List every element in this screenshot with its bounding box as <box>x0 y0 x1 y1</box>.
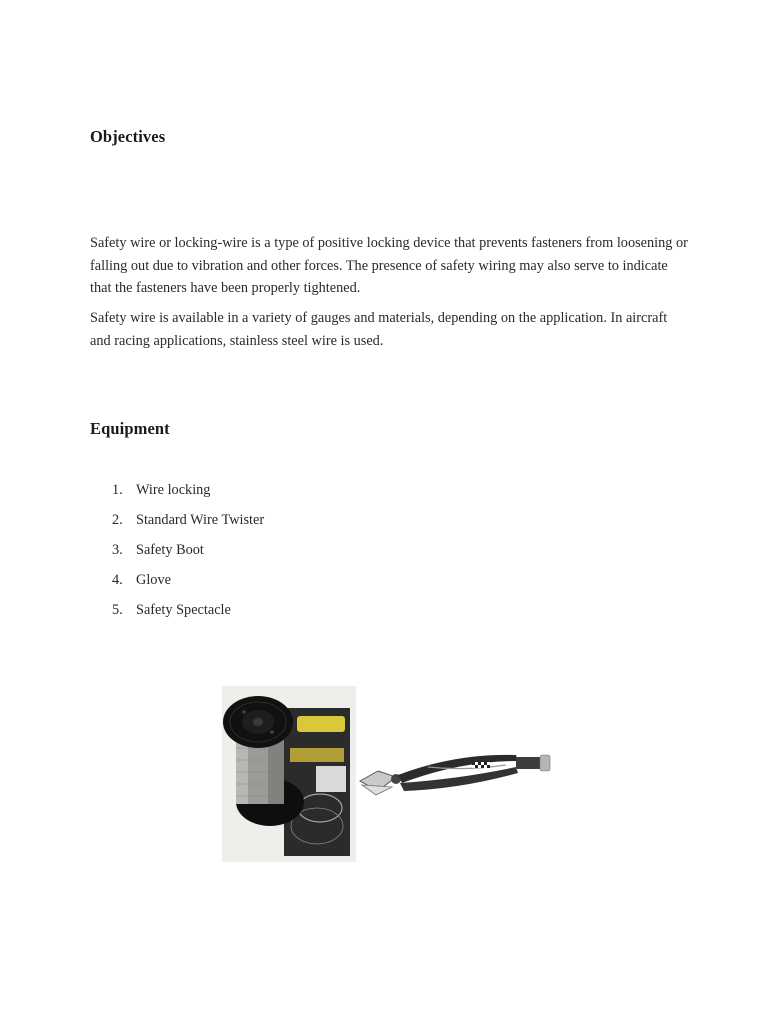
list-item <box>112 480 264 510</box>
list-item <box>112 510 264 540</box>
objectives-paragraph-2: Safety wire is available in a variety of gauges and materials, depending on the application. In aircraft and racing applications, stainless steel wire is used. <box>90 310 668 349</box>
equipment-heading: Equipment <box>90 419 170 438</box>
equipment-list <box>112 480 264 630</box>
list-number: 1. <box>112 482 123 498</box>
list-label: Wire locking <box>136 482 211 498</box>
objectives-heading: Objectives <box>90 127 166 146</box>
safety-wire-spool-photo <box>222 686 356 862</box>
list-number: 2. <box>112 512 123 528</box>
spool-illustration <box>222 686 356 862</box>
list-number: 5. <box>112 602 123 618</box>
list-item <box>112 540 264 570</box>
wire-twister-pliers-photo <box>356 735 556 805</box>
list-label: Safety Spectacle <box>136 602 231 618</box>
list-label: Safety Boot <box>136 542 204 558</box>
list-label: Glove <box>136 572 171 588</box>
list-item <box>112 600 264 630</box>
list-number: 3. <box>112 542 123 558</box>
objectives-paragraph-1: Safety wire or locking-wire is a type of positive locking device that prevents fasteners from loosening or falling out due to vibration and other forces. The presence of safety wiring may also serve to indicate that the fasteners have been properly tightened. <box>90 235 688 296</box>
list-label: Standard Wire Twister <box>136 512 265 528</box>
list-item <box>112 570 264 600</box>
list-number: 4. <box>112 572 123 588</box>
